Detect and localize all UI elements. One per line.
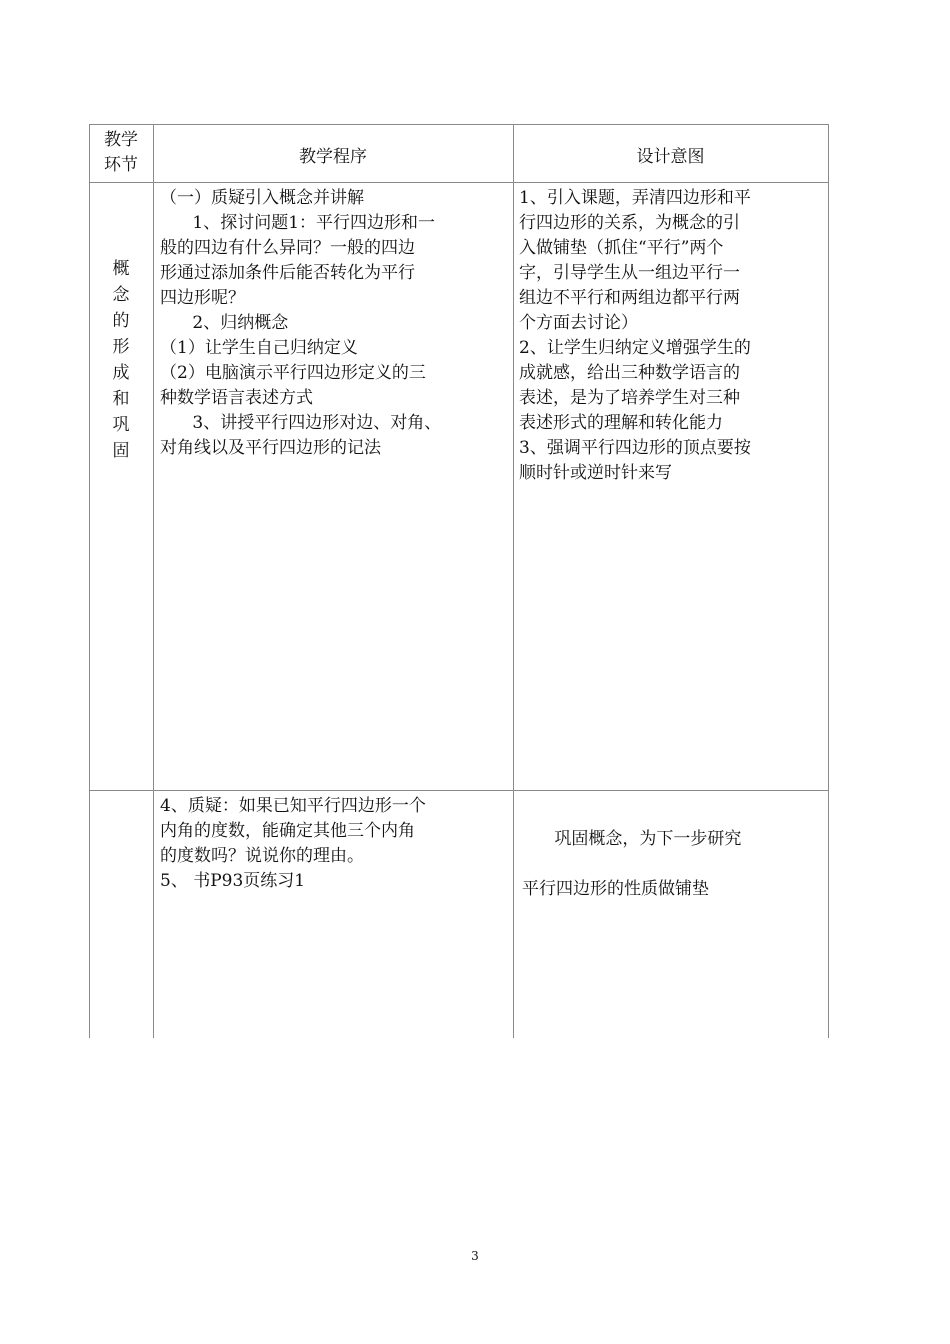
procedure-line: 内角的度数，能确定其他三个内角 bbox=[160, 821, 415, 841]
procedure-line: 4、质疑：如果已知平行四边形一个 bbox=[160, 796, 426, 816]
procedure-line: 的度数吗？说说你的理由。 bbox=[160, 846, 364, 866]
header-teaching-stage-line1: 教学 bbox=[104, 130, 138, 150]
intent-line: 表述形式的理解和转化能力 bbox=[519, 413, 723, 433]
procedure-line: 5、 书P93页练习1 bbox=[160, 871, 306, 891]
row1-bottom-border bbox=[89, 790, 829, 791]
intent-line: 字，引导学生从一组边平行一 bbox=[519, 263, 740, 283]
header-design-intent: 设计意图 bbox=[636, 147, 705, 167]
procedure-line: 形通过添加条件后能否转化为平行 bbox=[160, 263, 415, 283]
section-label-char: 成 bbox=[112, 363, 130, 383]
section-label-char: 固 bbox=[112, 441, 130, 461]
row1-intent-cell bbox=[519, 186, 825, 486]
table-top-border bbox=[89, 124, 829, 125]
intent-line: 顺时针或逆时针来写 bbox=[519, 463, 672, 483]
intent-line: 表述，是为了培养学生对三种 bbox=[519, 388, 740, 408]
procedure-line: （1）让学生自己归纳定义 bbox=[160, 338, 358, 358]
column-divider-2 bbox=[513, 124, 514, 1038]
section-label-char: 形 bbox=[112, 337, 130, 357]
procedure-line: 般的四边有什么异同？一般的四边 bbox=[160, 238, 415, 258]
procedure-line: （一）质疑引入概念并讲解 bbox=[160, 188, 364, 208]
row2-intent-cell bbox=[522, 827, 826, 902]
section-label-char: 和 bbox=[112, 389, 130, 409]
intent-line: 巩固概念，为下一步研究 bbox=[522, 829, 742, 849]
header-teaching-stage-line2: 环节 bbox=[104, 155, 138, 175]
procedure-line: 3、讲授平行四边形对边、对角、 bbox=[160, 413, 442, 433]
header-teaching-procedure: 教学程序 bbox=[299, 147, 367, 167]
intent-line: 行四边形的关系，为概念的引 bbox=[519, 213, 740, 233]
header-teaching-stage bbox=[89, 128, 153, 178]
section-label-char: 概 bbox=[112, 259, 130, 279]
intent-line: 成就感，给出三种数学语言的 bbox=[519, 363, 740, 383]
row1-procedure-cell bbox=[160, 186, 510, 461]
procedure-line: 2、归纳概念 bbox=[160, 313, 289, 333]
procedure-line: 种数学语言表述方式 bbox=[160, 388, 313, 408]
intent-line: 入做铺垫（抓住“平行”两个 bbox=[519, 238, 724, 258]
section-label-char: 念 bbox=[112, 285, 130, 305]
section-label-char: 的 bbox=[112, 311, 130, 331]
intent-line: 3、强调平行四边形的顶点要按 bbox=[519, 438, 751, 458]
table-right-border bbox=[828, 124, 829, 1038]
column-divider-1 bbox=[153, 124, 154, 1038]
header-bottom-border bbox=[89, 182, 829, 183]
intent-line: 平行四边形的性质做铺垫 bbox=[522, 879, 709, 899]
procedure-line: 四边形呢？ bbox=[160, 288, 245, 308]
section-label-concept-formation bbox=[89, 256, 153, 464]
intent-line: 组边不平行和两组边都平行两 bbox=[519, 288, 740, 308]
page-number: 3 bbox=[471, 1249, 479, 1263]
procedure-line: 对角线以及平行四边形的记法 bbox=[160, 438, 381, 458]
procedure-line: （2）电脑演示平行四边形定义的三 bbox=[160, 363, 426, 383]
intent-line: 1、引入课题，弄清四边形和平 bbox=[519, 188, 751, 208]
intent-line: 个方面去讨论） bbox=[519, 313, 638, 333]
row2-procedure-cell bbox=[160, 794, 510, 894]
section-label-char: 巩 bbox=[112, 415, 130, 435]
procedure-line: 1、探讨问题1：平行四边形和一 bbox=[160, 213, 436, 233]
intent-line: 2、让学生归纳定义增强学生的 bbox=[519, 338, 751, 358]
